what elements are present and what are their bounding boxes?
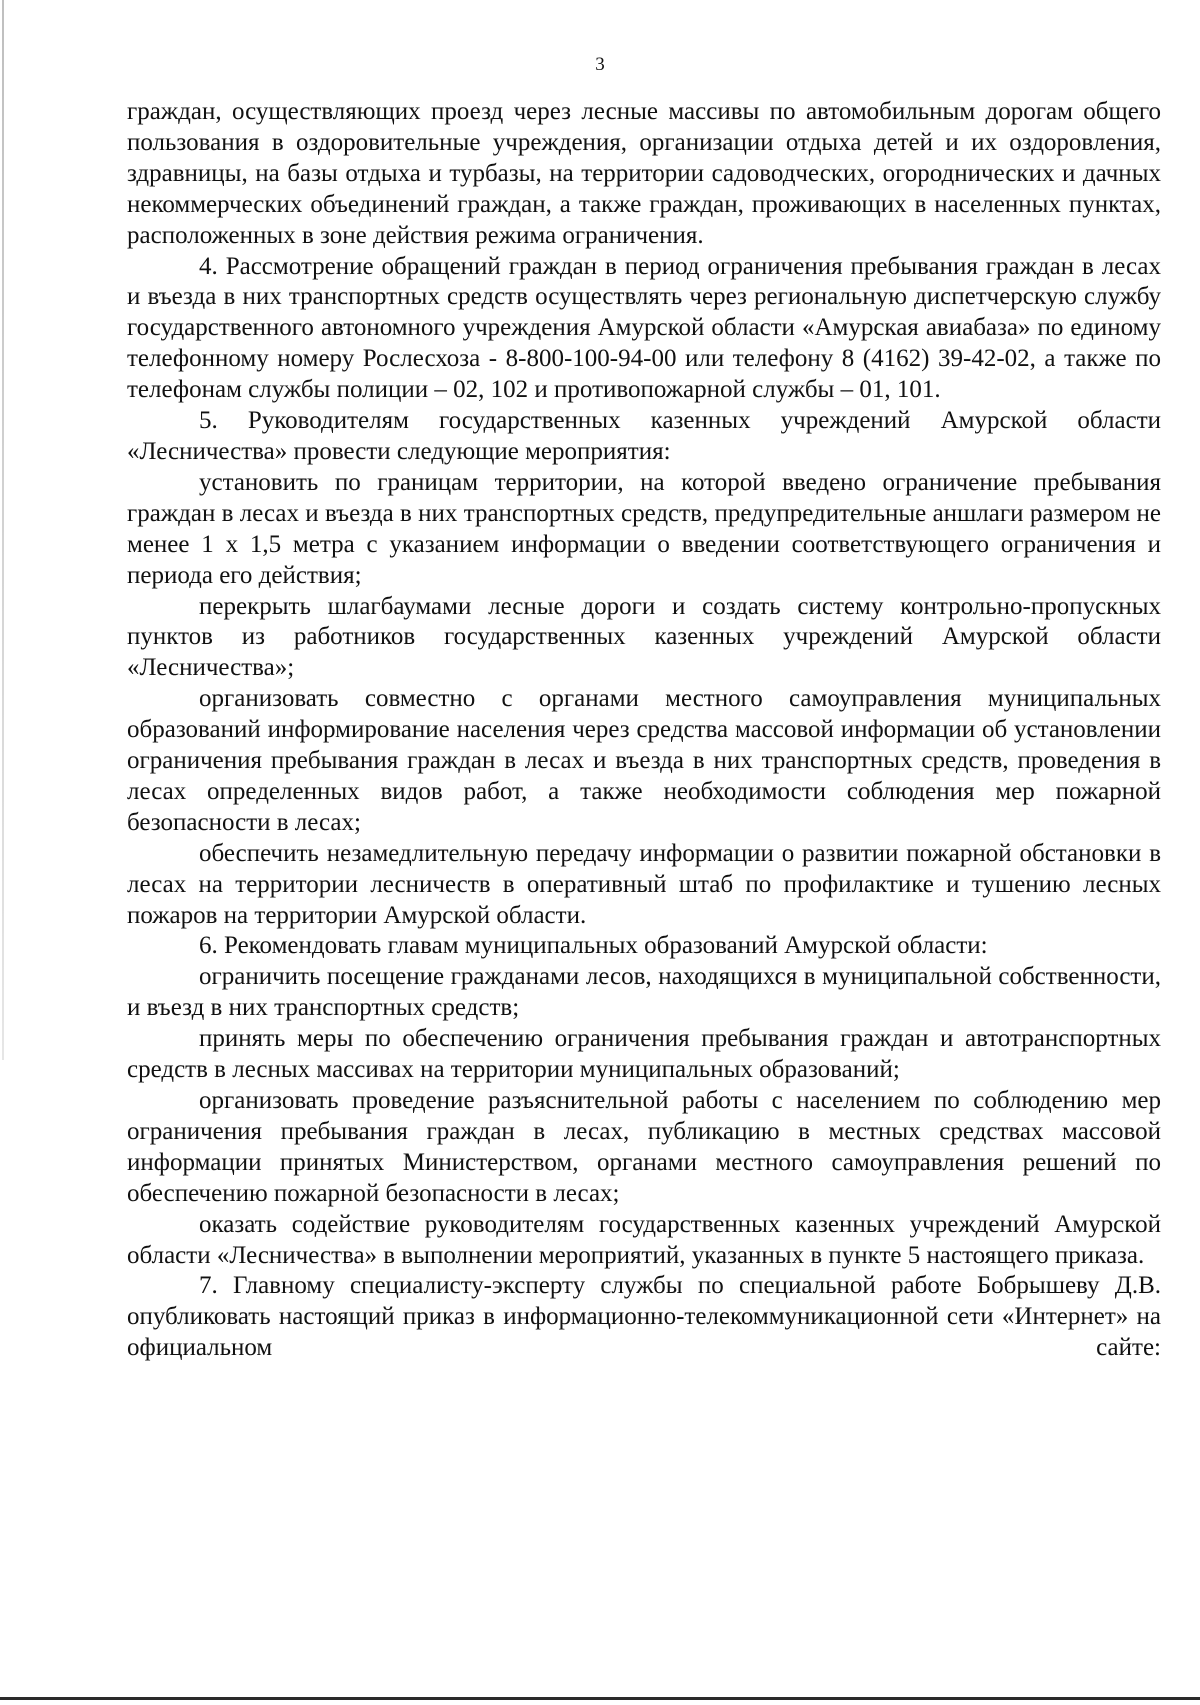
page-number: 3 [595,54,605,75]
paragraph-item-6-restrict: ограничить посещение гражданами лесов, находящихся в муниципальной собственности, и въезд в них транспортных средств; [127,963,1161,1022]
paragraph-item-6-explain: организовать проведение разъяснительной работы с населением по соблюдению мер ограничения пребывания граждан в лесах, публикацию в местных средствах массовой информации принятых Министерством, органами местного самоуправления решений по обеспечению пожарной безопасности в лесах; [127,1087,1161,1207]
paragraph-continuation: граждан, осуществляющих проезд через лесные массивы по автомобильным дорогам общего пользования в оздоровительные учреждения, организации отдыха детей и их оздоровления, здравницы, на базы отдыха и турбазы, на территории садоводческих, огороднических и дачных некоммерческих объединений граждан, а также граждан, проживающих в населенных пунктах, расположенных в зоне действия режима ограничения. [127,98,1161,249]
paragraph-item-7: 7. Главному специалисту-эксперту службы по специальной работе Бобрышеву Д.В. опубликовать настоящий приказ в информационно-телекоммуникационной сети «Интернет» на официальном сайте: [127,1272,1161,1362]
scan-edge-bottom [0,1697,1200,1700]
paragraph-item-5-informing: организовать совместно с органами местного самоуправления муниципальных образований информирование населения через средства массовой информации об установлении ограничения пребывания граждан в лесах и въезда в них транспортных средств, проведения в лесах определенных видов работ, а также необходимости соблюдения мер пожарной безопасности в лесах; [127,685,1161,836]
paragraph-item-6-measures: принять меры по обеспечению ограничения пребывания граждан и автотранспортных средств в лесных массивах на территории муниципальных образований; [127,1025,1161,1084]
paragraph-item-5-signs: установить по границам территории, на которой введено ограничение пребывания граждан в лесах и въезда в них транспортных средств, предупредительные аншлаги размером не менее 1 х 1,5 метра с указанием информации о введении соответствующего ограничения и периода его действия; [127,468,1161,589]
paragraph-item-5-transfer: обеспечить незамедлительную передачу информации о развитии пожарной обстановки в лесах на территории лесничеств в оперативный штаб по профилактике и тушению лесных пожаров на территории Амурской области. [127,839,1161,929]
scan-edge-left [2,0,4,1060]
paragraph-item-6: 6. Рекомендовать главам муниципальных образований Амурской области: [199,932,988,960]
document-body [127,97,1161,1364]
paragraph-item-5: 5. Руководителям государственных казенных учреждений Амурской области «Лесничества» провести следующие мероприятия: [127,407,1161,465]
paragraph-item-6-assist: оказать содействие руководителям государственных казенных учреждений Амурской области «Лесничества» в выполнении мероприятий, указанных в пункте 5 настоящего приказа. [127,1210,1161,1269]
paragraph-item-4: 4. Рассмотрение обращений граждан в период ограничения пребывания граждан в лесах и въезда в них транспортных средств осуществлять через региональную диспетчерскую службу государственного автономного учреждения Амурской области «Амурская авиабаза» по единому телефонному номеру Рослесхоза - 8-800-100-94-00 или телефону 8 (4162) 39-42-02, а также по телефонам службы полиции – 02, 102 и противопожарной службы – 01, 101. [127,252,1161,404]
paragraph-item-5-barriers: перекрыть шлагбаумами лесные дороги и создать систему контрольно-пропускных пунктов из работников государственных казенных учреждений Амурской области «Лесничества»; [127,592,1161,682]
